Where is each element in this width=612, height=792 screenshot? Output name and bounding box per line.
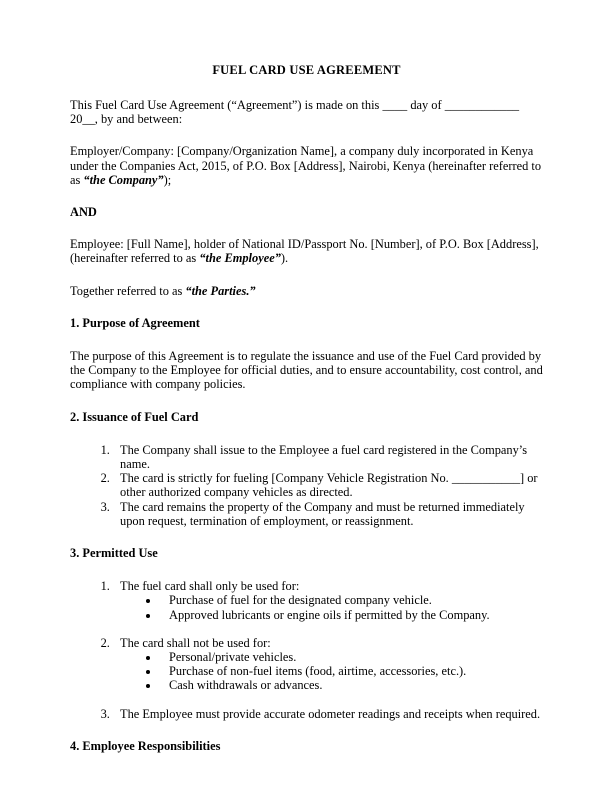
list-item: 3. The Employee must provide accurate odometer readings and receipts when required.: [113, 707, 543, 721]
company-defined-term: “the Company”: [83, 172, 164, 187]
employee-party-text-before: Employee: [Full Name], holder of National ID/Passport No. [Number], of P.O. Box [Address], (hereinafter referred to as: [70, 237, 539, 266]
list-item: [113, 471, 543, 499]
permitted-use-list: [70, 579, 543, 721]
section-heading-employee-responsibilities: 4. Employee Responsibilities: [70, 738, 221, 753]
list-item: [113, 636, 543, 693]
parties-defined-term: “the Parties.”: [185, 283, 256, 298]
document-body: [70, 63, 543, 772]
conjunction-and: AND: [70, 205, 97, 220]
employee-party-paragraph: [70, 237, 543, 265]
section-heading-issuance: 2. Issuance of Fuel Card: [70, 409, 199, 424]
list-item: • Cash withdrawals or advances.: [160, 678, 543, 692]
company-party-text-before: Employer/Company: [Company/Organization Name], a company duly incorporated in Kenya under the Companies Act, 2015, of P.O. Box [Address], Nairobi, Kenya (hereinafter referred to as: [70, 144, 542, 187]
prohibited-use-item2-text: The card shall not be used for:: [120, 635, 271, 650]
section-body-purpose: The purpose of this Agreement is to regulate the issuance and use of the Fuel Card provided by the Company to the Employee for official duties, and to ensure accountability, cost control, and compliance with company policies.: [70, 349, 543, 392]
blank-month-field: ____________: [444, 98, 520, 112]
list-item: • Personal/private vehicles.: [160, 650, 543, 664]
blank-day-field: ____: [382, 98, 408, 112]
employee-defined-term: “the Employee”: [199, 251, 281, 266]
list-item: • Purchase of non-fuel items (food, airtime, accessories, etc.).: [160, 664, 543, 678]
page-title: FUEL CARD USE AGREEMENT: [212, 63, 401, 77]
list-item: 1. The Company shall issue to the Employee a fuel card registered in the Company’s name.: [113, 443, 543, 471]
company-party-paragraph: [70, 144, 543, 187]
preamble-tail: , by and between:: [94, 112, 183, 127]
blank-vehicle-registration-field: ___________: [451, 471, 520, 486]
parties-text-before: Together referred to as: [70, 283, 186, 298]
company-party-text-after: );: [163, 172, 172, 187]
preamble-mid-1: day of: [407, 98, 445, 112]
permitted-use-item1-text: The fuel card shall only be used for:: [120, 579, 300, 594]
preamble-lead: This Fuel Card Use Agreement (“Agreement”) is made on this: [70, 98, 383, 112]
preamble-mid-2: 20: [70, 112, 83, 127]
list-item: • Approved lubricants or engine oils if permitted by the Company.: [160, 608, 543, 622]
list-item: [113, 579, 543, 622]
prohibited-use-bullets: [120, 650, 543, 693]
issuance-list: [70, 443, 543, 528]
blank-year-field: __: [82, 112, 95, 127]
parties-paragraph: [70, 284, 543, 298]
list-item: • Purchase of fuel for the designated company vehicle.: [160, 593, 543, 607]
employee-party-text-after: ).: [280, 251, 289, 266]
permitted-use-bullets: [120, 593, 543, 621]
issuance-item2-before: The card is strictly for fueling [Company Vehicle Registration No.: [120, 471, 452, 486]
section-heading-purpose: 1. Purpose of Agreement: [70, 315, 200, 330]
section-heading-permitted-use: 3. Permitted Use: [70, 546, 158, 561]
list-item: 3. The card remains the property of the Company and must be returned immediately upon request, termination of employment, or reassignment.: [113, 500, 543, 528]
issuance-item2-after: ] or other authorized company vehicles as directed.: [120, 471, 538, 500]
preamble-paragraph: [70, 98, 543, 126]
